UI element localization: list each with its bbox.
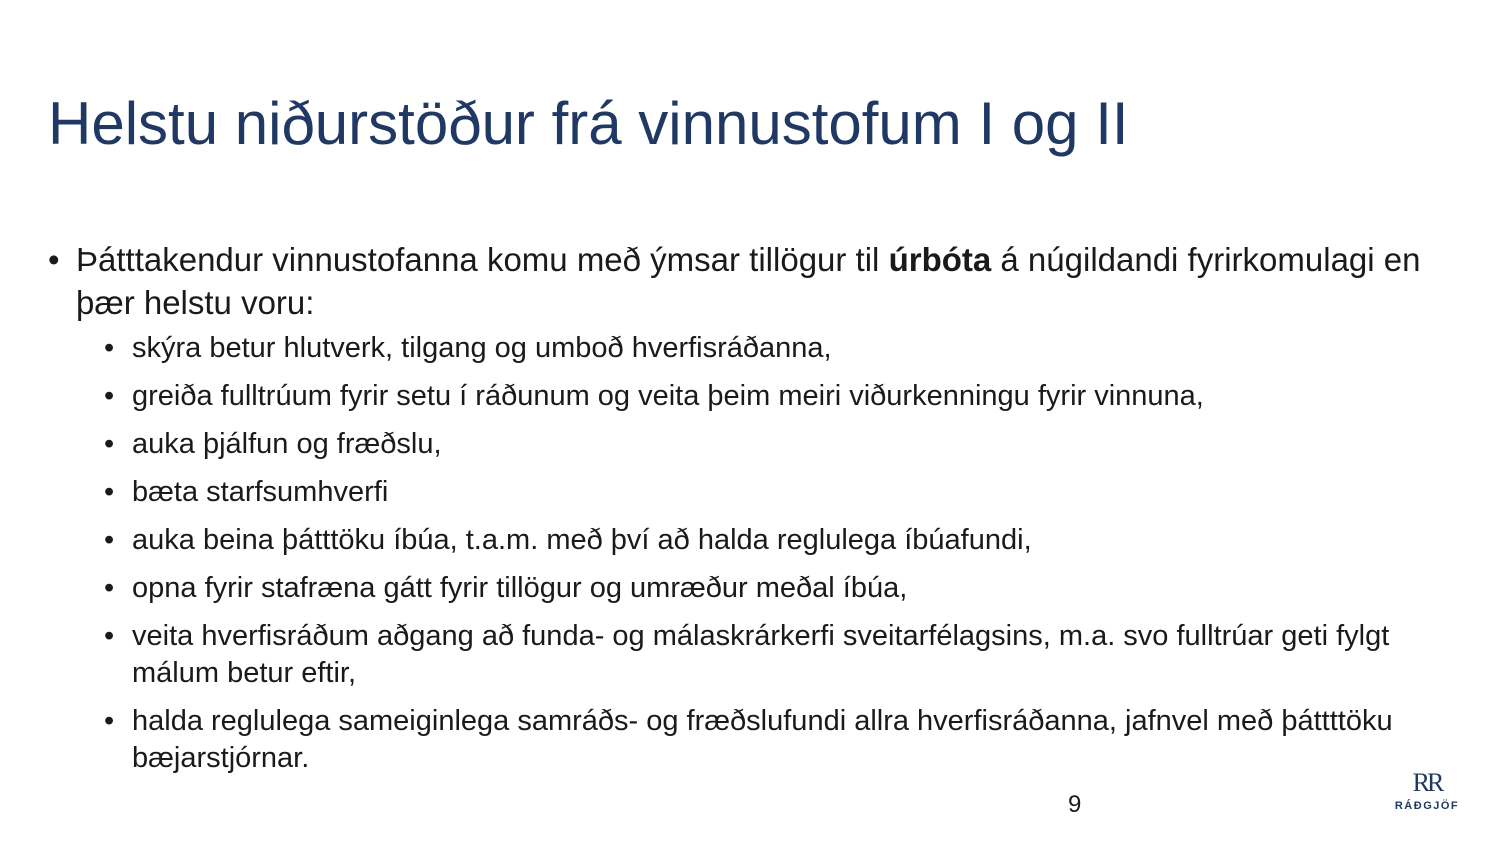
list-item-text: veita hverfisráðum aðgang að funda- og málaskrárkerfi sveitarfélagsins, m.a. svo fulltrúar geti fylgt málum betur eftir, xyxy=(132,620,1390,689)
intro-text-bold: úrbóta xyxy=(888,241,992,278)
list-item xyxy=(102,330,1456,367)
list-item xyxy=(102,474,1456,511)
list-item-text: skýra betur hlutverk, tilgang og umboð hverfisráðanna, xyxy=(132,332,832,364)
bullet-icon: • xyxy=(104,332,115,364)
list-item-text: auka beina þátttöku íbúa, t.a.m. með því að halda reglulega íbúafundi, xyxy=(132,524,1032,556)
intro-text-after: á núgildandi fyrirkomulagi en þær helstu voru: xyxy=(76,241,1421,321)
list-item-text: halda reglulega sameiginlega samráðs- og fræðslufundi allra hverfisráðanna, jafnvel með þáttttöku bæjarstjórnar. xyxy=(132,705,1393,774)
list-item-text: greiða fulltrúum fyrir setu í ráðunum og veita þeim meiri viðurkenningu fyrir vinnuna, xyxy=(132,380,1204,412)
slide-title: Helstu niðurstöður frá vinnustofum I og II xyxy=(48,90,1129,157)
list-item xyxy=(102,522,1456,559)
list-item xyxy=(102,703,1456,777)
bullet-icon: • xyxy=(104,572,115,604)
list-item xyxy=(102,570,1456,607)
list-item-text: auka þjálfun og fræðslu, xyxy=(132,428,442,460)
logo-mark-icon: RR xyxy=(1412,768,1442,797)
bullet-icon: • xyxy=(104,476,115,508)
list-item xyxy=(102,426,1456,463)
list-item-text: opna fyrir stafræna gátt fyrir tillögur og umræður meðal íbúa, xyxy=(132,572,908,604)
intro-paragraph xyxy=(46,238,1456,324)
list-item xyxy=(102,618,1456,692)
slide-content xyxy=(46,238,1456,788)
bullet-icon: • xyxy=(104,428,115,460)
company-logo xyxy=(1394,770,1460,812)
logo-text: RÁÐGJÖF xyxy=(1394,800,1460,812)
recommendations-list xyxy=(46,330,1456,777)
bullet-icon: • xyxy=(48,241,60,278)
list-item-text: bæta starfsumhverfi xyxy=(132,476,389,508)
list-item xyxy=(102,378,1456,415)
bullet-icon: • xyxy=(104,705,115,737)
intro-text-before: Þátttakendur vinnustofanna komu með ýmsar tillögur til xyxy=(76,241,889,278)
page-number: 9 xyxy=(1068,791,1082,818)
bullet-icon: • xyxy=(104,380,115,412)
bullet-icon: • xyxy=(104,620,115,652)
bullet-icon: • xyxy=(104,524,115,556)
